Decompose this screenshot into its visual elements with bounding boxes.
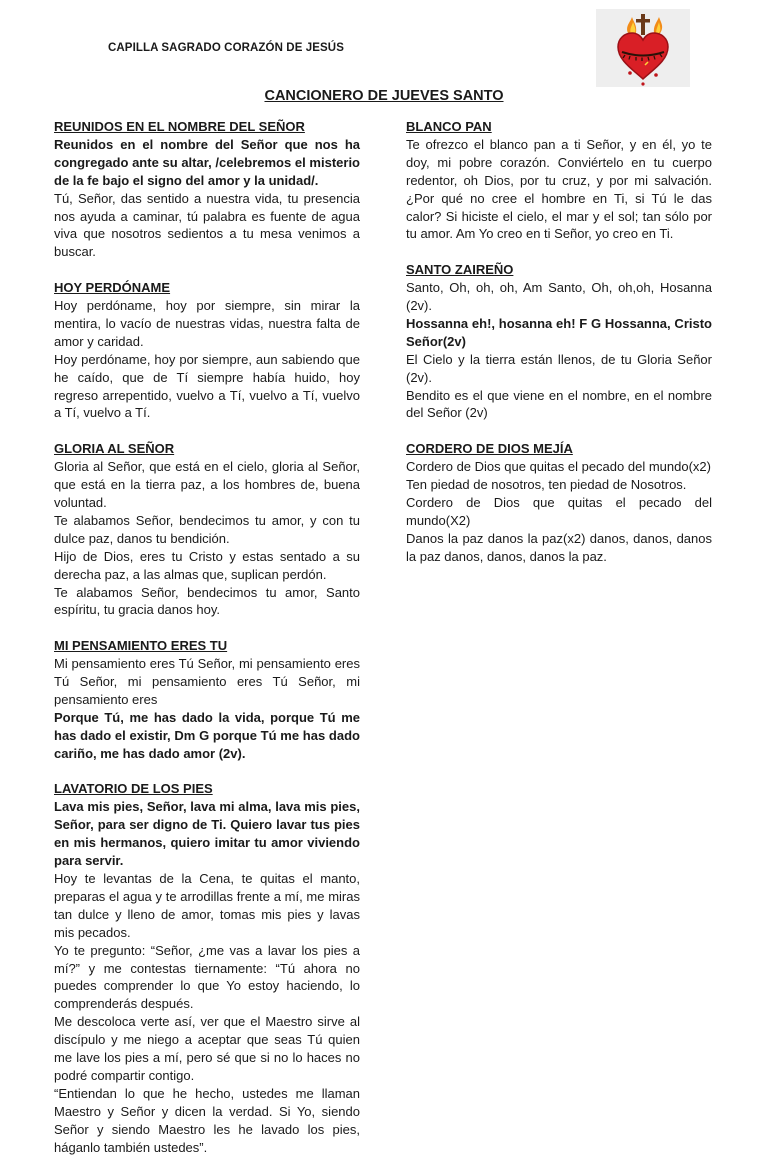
song-verse: Santo, Oh, oh, oh, Am Santo, Oh, oh,oh, Hosanna (2v). [406,280,712,314]
song-verse: Mi pensamiento eres Tú Señor, mi pensamiento eres Tú Señor, mi pensamiento eres Tú Señor, mi pensamiento eres [54,656,360,707]
song-section [54,780,360,1156]
sacred-heart-icon [596,9,690,87]
song-verse: Gloria al Señor, que está en el cielo, gloria al Señor, que está en la tierra paz, a los hombres de, buena voluntad. [54,459,360,510]
song-verse: Yo te pregunto: “Señor, ¿me vas a lavar los pies a mí?” y me contestas tiernamente: “Tú ahora no puedes comprender lo que Yo estoy haciendo, lo comprenderás después. [54,942,360,1012]
song-verse: Danos la paz danos la paz(x2) danos, danos, danos la paz danos, danos, danos la paz. [406,530,712,564]
song-title: MI PENSAMIENTO ERES TU [54,638,228,654]
song-section [54,440,360,619]
song-chorus: Hossanna eh!, hosanna eh! F G Hossanna, Cristo Señor(2v) [406,315,712,349]
song-verse: Ten piedad de nosotros, ten piedad de Nosotros. [406,477,687,493]
right-column [406,118,712,584]
document-title: CANCIONERO DE JUEVES SANTO [264,88,504,104]
chapel-name: CAPILLA SAGRADO CORAZÓN DE JESÚS [108,42,344,54]
song-chorus: Lava mis pies, Señor, lava mi alma, lava mis pies, Señor, para ser digno de Ti. Quiero lavar tus pies en mis hermanos, quiero imitar tu amor viviendo para servir. [54,799,360,869]
song-verse: Me descoloca verte así, ver que el Maestro sirve al discípulo y me niego a aceptar que seas Tú quien me lave los pies a mí, pero sé que si no lo haces no podré compartir contigo. [54,1014,360,1083]
song-verse: Te alabamos Señor, bendecimos tu amor, y con tu dulce paz, danos tu bendición. [54,512,360,546]
song-section [406,118,712,243]
song-verse: Te alabamos Señor, bendecimos tu amor, Santo espíritu, tu gracia danos hoy. [54,584,360,618]
song-title: REUNIDOS EN EL NOMBRE DEL SEÑOR [54,119,305,134]
song-title: LAVATORIO DE LOS PIES [54,781,213,797]
song-chorus: Reunidos en el nombre del Señor que nos ha congregado ante su altar, /celebremos el misterio de la fe bajo el signo del amor y la unidad/. [54,136,360,188]
song-title: SANTO ZAIREÑO [406,262,514,278]
song-title: BLANCO PAN [406,119,492,134]
song-verse: Te ofrezco el blanco pan a ti Señor, y en él, yo te doy, mi pobre corazón. Conviértelo en tu cuerpo redentor, oh Dios, por tu cruz, y por mi salvación. ¿Por qué no cree el hombre en Ti, si Tú le das calor? Si hiciste el cielo, el mar y el sol; tan sólo por tu amor. Am Yo creo en ti Señor, yo creo en Ti. [406,136,712,242]
song-verse: Hijo de Dios, eres tu Cristo y estas sentado a su derecha paz, a las almas que, suplican perdón. [54,548,360,582]
left-column [54,118,360,1174]
song-section [406,440,712,565]
song-verse: Cordero de Dios que quitas el pecado del mundo(X2) [406,495,712,528]
song-chorus: Porque Tú, me has dado la vida, porque Tú me has dado el existir, Dm G porque Tú me has dado cariño, me has dado amor (2v). [54,709,360,761]
song-verse: Tú, Señor, das sentido a nuestra vida, tu presencia nos ayuda a caminar, tú palabra es fuente de agua viva que nosotros sedientos a tu mesa venimos a buscar. [54,190,360,260]
song-section [54,279,360,422]
song-verse: Hoy perdóname, hoy por siempre, sin mirar la mentira, lo vacío de nuestras vidas, nuestra falta de amor y caridad. [54,298,360,349]
song-verse: Cordero de Dios que quitas el pecado del mundo(x2) [406,459,711,475]
song-verse: Bendito es el que viene en el nombre, en el nombre del Señor (2v) [406,387,712,421]
song-verse: “Entiendan lo que he hecho, ustedes me llaman Maestro y Señor y dicen la verdad. Si Yo, siendo Señor y siendo Maestro les he lavado los pies, háganlo también ustedes”. [54,1085,360,1155]
song-section [54,637,360,762]
song-title: GLORIA AL SEÑOR [54,441,175,457]
song-verse: El Cielo y la tierra están llenos, de tu Gloria Señor (2v). [406,351,712,385]
song-verse: Hoy perdóname, hoy por siempre, aun sabiendo que he caído, que de Tí siempre había huido, hoy regreso arrepentido, vuelvo a Tí, vuelvo a Tí, vuelvo a Tí, vuelvo a Tí. [54,351,360,421]
song-title: HOY PERDÓNAME [54,280,171,296]
song-title: CORDERO DE DIOS MEJÍA [406,441,573,457]
song-section [406,261,712,422]
song-verse: Hoy te levantas de la Cena, te quitas el manto, preparas el agua y te arrodillas frente a mí, me miras tan dulce y lleno de amor, tomas mis pies y lavas mis pecados. [54,871,360,940]
song-section [54,118,360,261]
